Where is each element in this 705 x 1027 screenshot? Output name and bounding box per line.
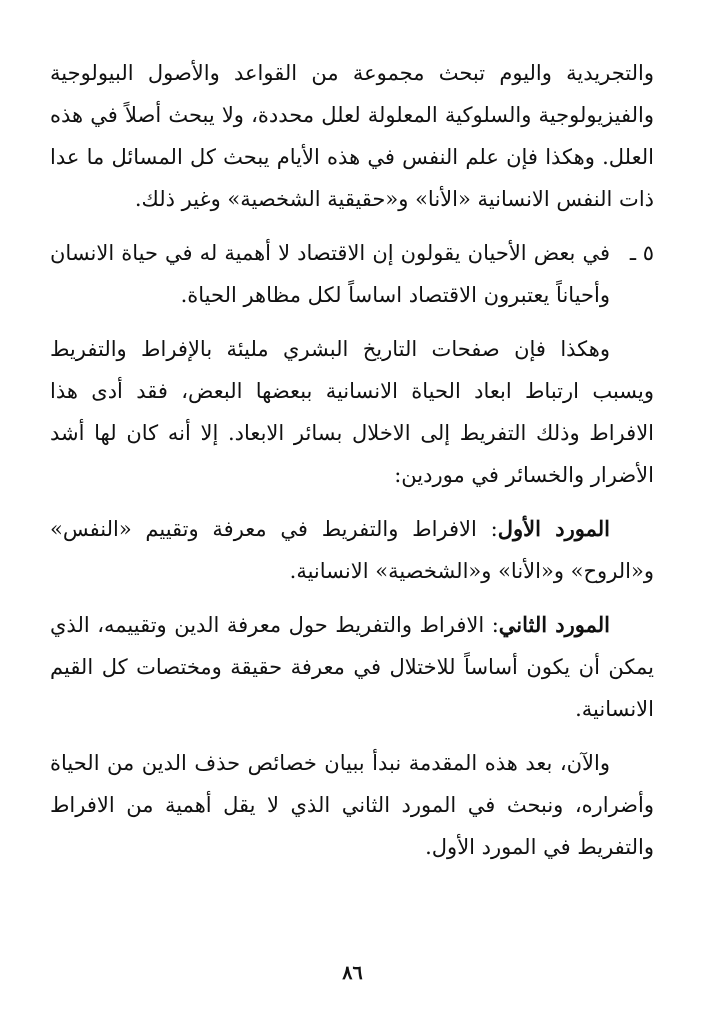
paragraph-first-case <box>50 508 654 592</box>
paragraph-history: وهكذا فإن صفحات التاريخ البشري مليئة بالإفراط والتفريط ويسبب ارتباط ابعاد الحياة الانسانية ببعضها البعض، فقد أدى هذا الافراط وذلك التفريط إلى الاخلال بسائر الابعاد. إلا أنه كان لها أشد الأضرار والخسائر في موردين: <box>50 337 654 487</box>
second-case-label: المورد الثاني <box>498 612 610 637</box>
list-item-number: ٥ ـ <box>629 241 654 265</box>
paragraph-conclusion: والآن، بعد هذه المقدمة نبدأ ببيان خصائص حذف الدين من الحياة وأضراره، ونبحث في المورد الثاني الذي لا يقل أهمية من الافراط والتفريط في المورد الأول. <box>50 751 654 859</box>
page-number: ٨٦ <box>342 962 363 984</box>
paragraph-second-case <box>50 604 654 730</box>
first-case-label: المورد الأول <box>497 516 610 541</box>
list-item-text: في بعض الأحيان يقولون إن الاقتصاد لا أهمية له في حياة الانسان وأحياناً يعتبرون الاقتصاد اساساً لكل مظاهر الحياة. <box>50 241 610 307</box>
page-body <box>50 52 654 880</box>
list-item-5 <box>50 232 654 316</box>
paragraph-psychology: والتجريدية واليوم تبحث مجموعة من القواعد والأصول البيولوجية والفيزيولوجية والسلوكية المعلولة لعلل محددة، ولا يبحث أصلاً في هذه العلل. وهكذا فإن علم النفس في هذه الأيام يبحث كل المسائل ما عدا ذات النفس الانسانية «الأنا» و«حقيقية الشخصية» وغير ذلك. <box>50 61 654 211</box>
first-case-text: : الافراط والتفريط في معرفة وتقييم «النفس» و«الروح» و«الأنا» و«الشخصية» الانسانية. <box>50 517 654 583</box>
second-case-text: : الافراط والتفريط حول معرفة الدين وتقييمه، الذي يمكن أن يكون أساساً للاختلال في معرفة حقيقة ومختصات كل القيم الانسانية. <box>50 613 654 721</box>
